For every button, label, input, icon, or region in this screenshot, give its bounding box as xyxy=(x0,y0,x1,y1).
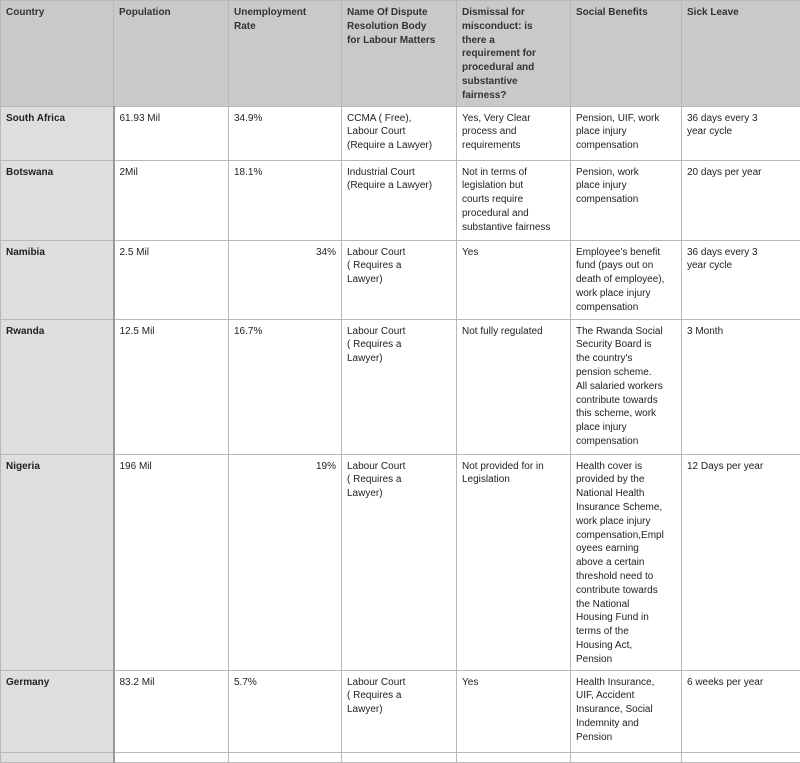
cell-unemployment: 5.7% xyxy=(229,670,342,752)
cell-population: 61.93 Mil xyxy=(114,106,229,160)
cell-country: Nigeria xyxy=(1,454,114,670)
cell-dispute-body: Industrial Court (Require a Lawyer) xyxy=(342,160,457,240)
cell-population: 12.5 Mil xyxy=(114,319,229,454)
cell-dismissal: Not fully regulated xyxy=(457,319,571,454)
cell-sick-leave: 12 Days per year xyxy=(682,454,800,670)
cell-social-benefits: The Rwanda Social Security Board is the country's pension scheme. All salaried workers contribute towards this scheme, work place injury compensation xyxy=(571,319,682,454)
cell-social-benefits: Health cover is provided by the National Health Insurance Scheme, work place injury compensation,Empl oyees earning above a certain threshold need to contribute towards the National Housing Fund in terms of the Housing Act, Pension xyxy=(571,454,682,670)
cell-social-benefits: Employee's benefit fund (pays out on death of employee), work place injury compensation xyxy=(571,240,682,319)
cell-country: Germany xyxy=(1,670,114,752)
header-unemployment: Unemployment Rate xyxy=(229,1,342,107)
cell-empty xyxy=(114,752,229,762)
cell-country-empty xyxy=(1,752,114,762)
cell-population: 196 Mil xyxy=(114,454,229,670)
cell-social-benefits: Pension, UIF, work place injury compensation xyxy=(571,106,682,160)
cell-country: Botswana xyxy=(1,160,114,240)
cell-unemployment: 19% xyxy=(229,454,342,670)
cell-dispute-body: Labour Court ( Requires a Lawyer) xyxy=(342,240,457,319)
cell-dismissal: Yes xyxy=(457,240,571,319)
header-social-benefits: Social Benefits xyxy=(571,1,682,107)
cell-empty xyxy=(229,752,342,762)
cell-sick-leave: 6 weeks per year xyxy=(682,670,800,752)
table-row xyxy=(1,670,800,752)
table-row-partial xyxy=(1,752,800,762)
cell-population: 2.5 Mil xyxy=(114,240,229,319)
cell-dismissal: Yes, Very Clear process and requirements xyxy=(457,106,571,160)
cell-sick-leave: 20 days per year xyxy=(682,160,800,240)
table-row xyxy=(1,240,800,319)
cell-sick-leave: 3 Month xyxy=(682,319,800,454)
header-row xyxy=(1,1,800,107)
table-row xyxy=(1,454,800,670)
cell-population: 2Mil xyxy=(114,160,229,240)
cell-unemployment: 34.9% xyxy=(229,106,342,160)
header-dispute-body: Name Of Dispute Resolution Body for Labour Matters xyxy=(342,1,457,107)
header-dismissal: Dismissal for misconduct: is there a requirement for procedural and substantive fairness? xyxy=(457,1,571,107)
cell-dispute-body: CCMA ( Free), Labour Court (Require a Lawyer) xyxy=(342,106,457,160)
cell-unemployment: 16.7% xyxy=(229,319,342,454)
header-country: Country xyxy=(1,1,114,107)
cell-dismissal: Not provided for in Legislation xyxy=(457,454,571,670)
cell-dismissal: Yes xyxy=(457,670,571,752)
cell-population: 83.2 Mil xyxy=(114,670,229,752)
cell-sick-leave: 36 days every 3 year cycle xyxy=(682,106,800,160)
header-sick-leave: Sick Leave xyxy=(682,1,800,107)
cell-unemployment: 18.1% xyxy=(229,160,342,240)
table-row xyxy=(1,160,800,240)
cell-social-benefits: Pension, work place injury compensation xyxy=(571,160,682,240)
cell-country: South Africa xyxy=(1,106,114,160)
cell-dispute-body: Labour Court ( Requires a Lawyer) xyxy=(342,319,457,454)
cell-empty xyxy=(342,752,457,762)
cell-social-benefits: Health Insurance, UIF, Accident Insurance, Social Indemnity and Pension xyxy=(571,670,682,752)
cell-dispute-body: Labour Court ( Requires a Lawyer) xyxy=(342,454,457,670)
header-population: Population xyxy=(114,1,229,107)
cell-empty xyxy=(571,752,682,762)
cell-country: Namibia xyxy=(1,240,114,319)
cell-unemployment: 34% xyxy=(229,240,342,319)
cell-dispute-body: Labour Court ( Requires a Lawyer) xyxy=(342,670,457,752)
cell-sick-leave: 36 days every 3 year cycle xyxy=(682,240,800,319)
cell-dismissal: Not in terms of legislation but courts require procedural and substantive fairness xyxy=(457,160,571,240)
cell-empty xyxy=(457,752,571,762)
cell-empty xyxy=(682,752,800,762)
table-row xyxy=(1,319,800,454)
table-row xyxy=(1,106,800,160)
cell-country: Rwanda xyxy=(1,319,114,454)
